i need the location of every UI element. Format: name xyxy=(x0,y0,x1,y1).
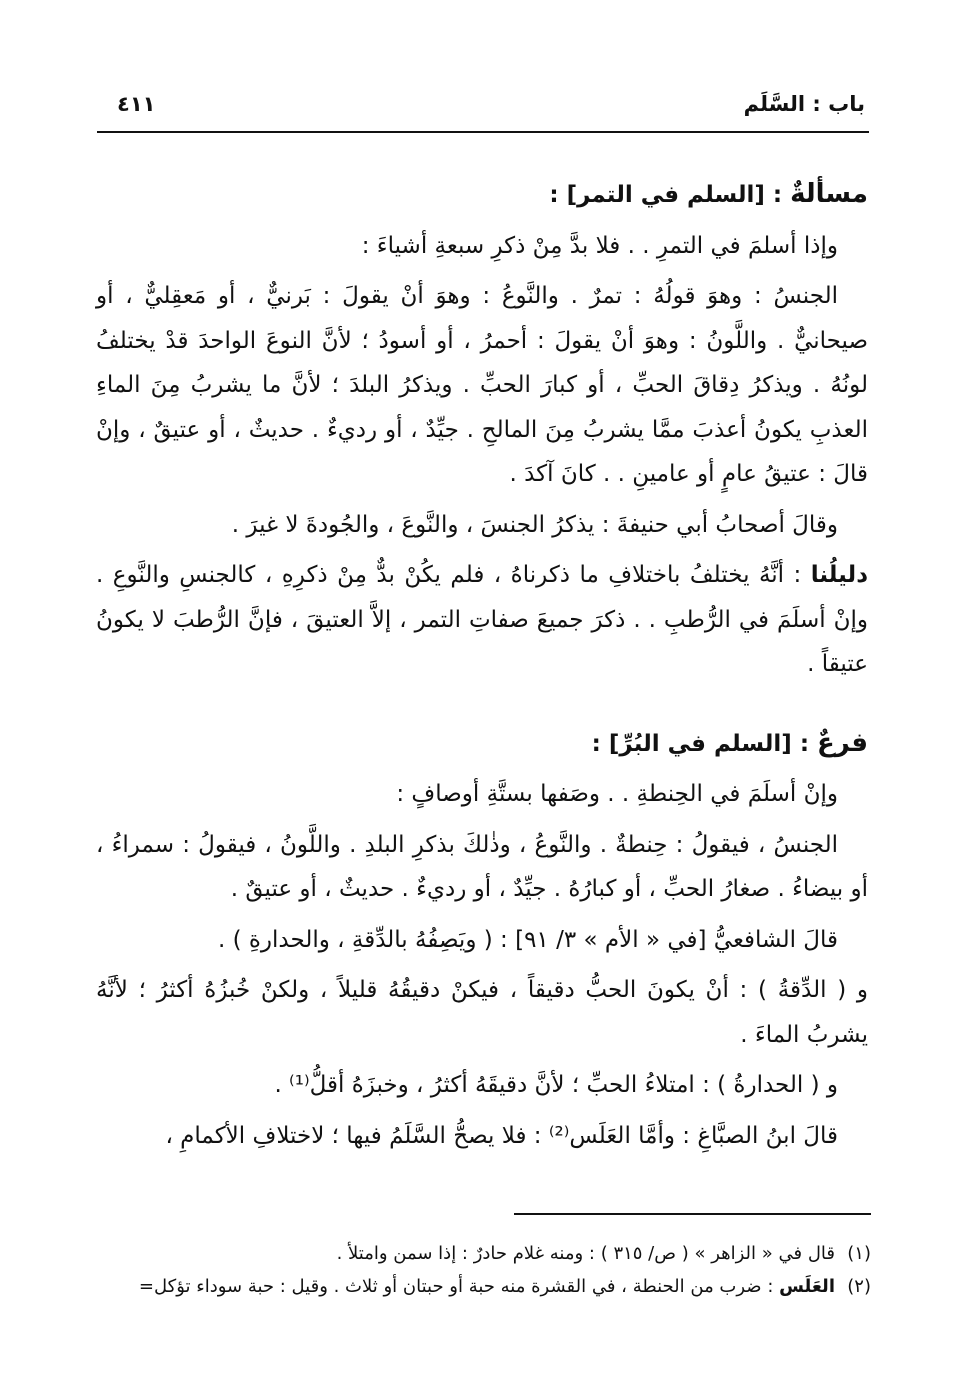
heading-text: : [السلم في البُرِّ] : xyxy=(591,730,818,757)
running-header xyxy=(105,88,865,128)
footnote-divider xyxy=(514,1213,871,1215)
footnote-text: قال في « الزاهر » ( ص/ ٣١٥ ) : ومنه غلام حادرٌ : إذا سمن وامتلأ . xyxy=(336,1243,835,1264)
section-heading xyxy=(96,721,868,767)
main-text xyxy=(96,172,868,1164)
heading-keyword: فرعٌ xyxy=(817,727,868,758)
footnote xyxy=(86,1270,871,1303)
heading-text: : [السلم في التمر] : xyxy=(549,182,791,208)
footnotes xyxy=(86,1237,871,1303)
footnote-number: (١) xyxy=(847,1243,871,1264)
heading-keyword: مسألةٌ xyxy=(790,179,868,209)
paragraph: الجنسُ : وهوَ قولُهُ : تمرٌ . والنَّوعُ : وهوَ أنْ يقولَ : بَرنيٌّ ، أو مَعقِليٌّ ، أو صيحانيٌّ . واللَّونُ : وهوَ أنْ يقولَ : أحمرُ ، أو أسودُ ؛ لأنَّ النوعَ الواحدَ قدْ يختلفُ لونُهُ . ويذكرُ دِقاقَ الحبِّ ، أو كبارَ الحبِّ . ويذكرُ البلدَ ؛ لأنَّ ما يشربُ مِنَ الماءِ العذبِ يكونُ أعذبَ ممَّا يشربُ مِنَ المالحِ . جيِّدٌ ، أو رديءٌ . حديثٌ ، أو عتيقٌ ، وإنْ قالَ : عتيقُ عامٍ أو عامينِ . . كانَ آكدَ . xyxy=(96,283,868,487)
footnote-text: : ضرب من الحنطة ، في القشرة منه حبة أو حبتان أو ثلاث . وقيل : حبة سوداء تؤكل= xyxy=(138,1276,780,1297)
chapter-title: باب : السَّلَم xyxy=(743,92,865,116)
proof-text: : أنَّهُ يختلفُ باختلافِ ما ذكرناهُ ، فلم يكُنْ بدٌّ مِنْ ذكرِهِ ، كالجنسِ والنَّوعِ . وإنْ أسلَمَ في الرُّطبِ . . ذكرَ جميعَ صفاتِ التمر ، إلاَّ العتيقَ ، فإنَّ الرُّطبَ لا يكونُ عتيقاً . xyxy=(96,562,868,677)
section-heading xyxy=(96,172,868,218)
footnote-keyword: العَلَس xyxy=(779,1276,835,1297)
section-spacer xyxy=(96,693,868,721)
paragraph: قالَ ابنُ الصبَّاغِ : وأمَّا العَلَس⁽²⁾ : فلا يصحُّ السَّلَمُ فيها ؛ لاختلافِ الأكمامِ ، xyxy=(165,1122,838,1149)
page-number: ٤١١ xyxy=(117,92,156,116)
paragraph: و ( الدِّقةُ ) : أنْ يكونَ الحبُّ دقيقاً ، فيكنْ دقيقُهُ قليلاً ، ولكنْ خُبزُهُ أكثرُ ؛ لأنَّهُ يشربُ الماءَ . xyxy=(96,977,868,1048)
paragraph: قالَ الشافعيُّ [في « الأم » ٣/ ٩١] : ( ويَصِفُهُ بالدِّقةِ ، والحدارةِ ) . xyxy=(217,926,838,953)
paragraph: وإذا أسلمَ في التمرِ . . فلا بدَّ مِنْ ذكرِ سبعةِ أشياءَ : xyxy=(361,232,838,259)
paragraph: وإنْ أسلَمَ في الحِنطةِ . . وصَفها بستَّةِ أوصافٍ : xyxy=(396,781,838,807)
paragraph: الجنسُ ، فيقولُ : حِنطةٌ . والنَّوعُ ، وذٰلكَ بذكرِ البلدِ . واللَّونُ ، فيقولُ : سمراءُ ، أو بيضاءُ . صغارُ الحبِّ ، أو كبارُهُ . جيِّدٌ ، أو رديءٌ . حديثٌ ، أو عتيقٌ . xyxy=(96,831,868,902)
proof-keyword: دليلُنا xyxy=(810,562,868,588)
header-divider xyxy=(97,131,869,133)
paragraph xyxy=(96,553,868,687)
footnote-number: (٢) xyxy=(847,1276,871,1297)
paragraph: و ( الحدارةُ ) : امتلاءُ الحبِّ ؛ لأنَّ دقيقَهُ أكثرُ ، وخبزَهُ أقلُّ⁽¹⁾ . xyxy=(274,1072,838,1098)
paragraph: وقالَ أصحابُ أبي حنيفةَ : يذكرُ الجنسَ ، والنَّوعَ ، والجُودةَ لا غيرَ . xyxy=(231,511,838,538)
footnote xyxy=(86,1237,871,1270)
